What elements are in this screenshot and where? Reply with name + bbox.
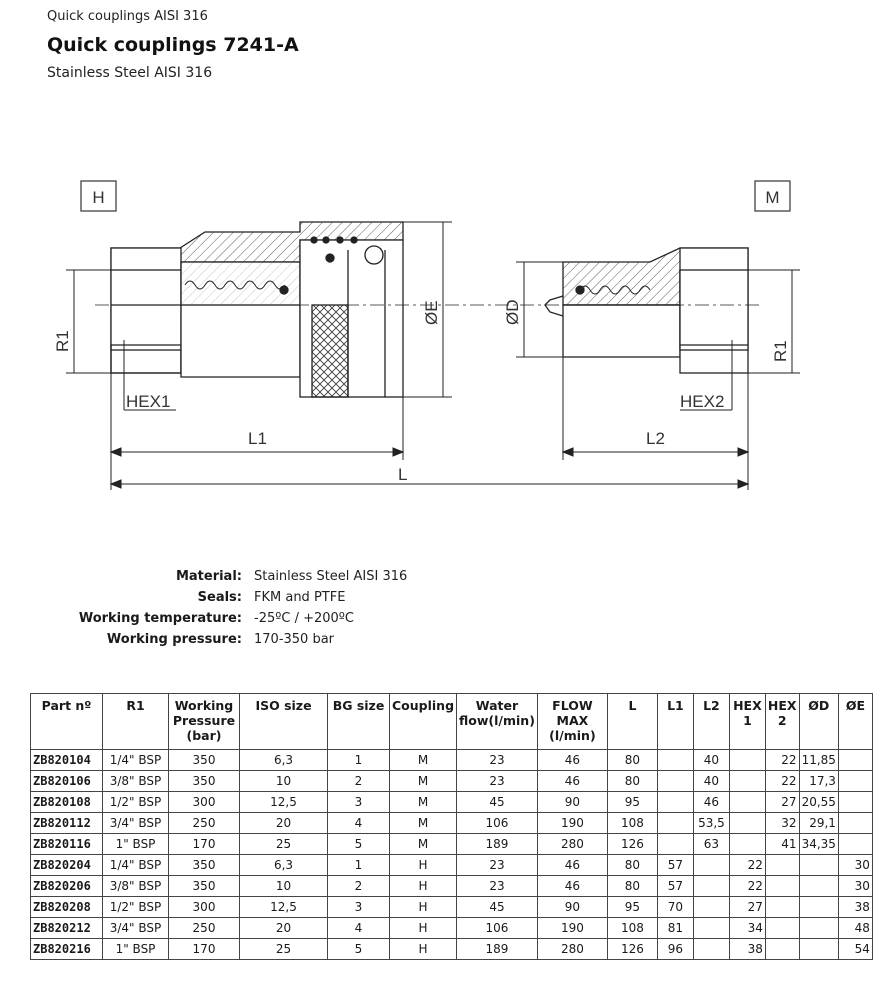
part-number-cell: ZB820206 [31,876,103,897]
table-cell: 5 [328,939,390,960]
table-cell [693,876,729,897]
table-cell [693,918,729,939]
spec-label: Material: [175,569,242,584]
table-cell: 22 [729,855,765,876]
table-row [31,792,873,813]
table-cell [693,897,729,918]
column-header: FLOW MAX (l/min) [537,694,607,750]
spec-value: Stainless Steel AISI 316 [254,569,408,584]
table-cell: 90 [537,897,607,918]
part-number-cell: ZB820216 [31,939,103,960]
table-cell: 22 [765,750,799,771]
table-cell: 53,5 [693,813,729,834]
spec-row-working-temperature [60,608,407,629]
table-cell: 126 [607,939,657,960]
table-cell: 280 [537,834,607,855]
table-cell: 22 [765,771,799,792]
table-cell: 1/4" BSP [103,855,169,876]
table-cell: 46 [537,750,607,771]
column-header: Working Pressure (bar) [169,694,240,750]
male-coupling-m [545,248,748,373]
column-header: ØE [838,694,872,750]
spec-label: Seals: [197,590,242,605]
part-number-cell: ZB820212 [31,918,103,939]
table-cell: 41 [765,834,799,855]
table-cell: 6,3 [240,750,328,771]
column-header: HEX 1 [729,694,765,750]
table-row [31,834,873,855]
table-cell [838,792,872,813]
spec-row-seals [60,587,407,608]
page-title: Quick couplings 7241-A [47,34,299,56]
table-cell: 40 [693,750,729,771]
table-cell: 108 [607,918,657,939]
table-cell [657,750,693,771]
table-cell: 17,3 [799,771,838,792]
spec-value: -25ºC / +200ºC [254,611,354,626]
table-cell [799,855,838,876]
table-cell: 350 [169,750,240,771]
table-cell: 4 [328,813,390,834]
table-cell [657,813,693,834]
table-cell: 190 [537,813,607,834]
table-row [31,918,873,939]
table-cell [729,792,765,813]
table-cell: 1" BSP [103,834,169,855]
spec-value: FKM and PTFE [254,590,346,605]
table-cell: 350 [169,855,240,876]
table-cell: 57 [657,876,693,897]
table-row [31,771,873,792]
table-cell [729,771,765,792]
table-cell: M [390,813,457,834]
table-row [31,939,873,960]
table-cell: M [390,792,457,813]
table-body [31,750,873,960]
table-cell [765,876,799,897]
table-cell: 70 [657,897,693,918]
hex1-label: HEX1 [126,392,171,411]
table-cell: M [390,771,457,792]
table-row [31,897,873,918]
table-cell: 12,5 [240,792,328,813]
table-cell: 300 [169,897,240,918]
table-cell: 27 [765,792,799,813]
table-cell: 126 [607,834,657,855]
table-cell: H [390,855,457,876]
table-cell: 38 [838,897,872,918]
table-cell: 32 [765,813,799,834]
table-cell: 80 [607,750,657,771]
column-header: L2 [693,694,729,750]
table-cell: 23 [457,750,538,771]
table-cell: 350 [169,771,240,792]
part-number-cell: ZB820204 [31,855,103,876]
table-cell: 20,55 [799,792,838,813]
table-cell [799,918,838,939]
table-cell [729,750,765,771]
table-cell: 350 [169,876,240,897]
coupling-technical-drawing [0,170,894,500]
specifications [60,566,407,650]
table-cell: 46 [537,855,607,876]
table-cell: 106 [457,813,538,834]
table-cell: 45 [457,792,538,813]
table-cell [657,792,693,813]
hex2-label: HEX2 [680,392,725,411]
table-cell: 54 [838,939,872,960]
table-cell [765,855,799,876]
table-cell [799,939,838,960]
breadcrumb: Quick couplings AISI 316 [47,9,208,24]
table-cell: 170 [169,834,240,855]
female-coupling-h [111,222,403,397]
table-cell: 1/4" BSP [103,750,169,771]
table-cell: 22 [729,876,765,897]
page-subtitle: Stainless Steel AISI 316 [47,65,213,81]
table-cell [838,771,872,792]
parts-table [30,693,873,960]
table-cell: 1 [328,855,390,876]
spec-label: Working temperature: [78,611,242,626]
table-cell: 23 [457,855,538,876]
table-cell: 189 [457,834,538,855]
column-header: L [607,694,657,750]
table-cell: 11,85 [799,750,838,771]
table-cell: H [390,939,457,960]
table-cell: 96 [657,939,693,960]
table-cell: 12,5 [240,897,328,918]
table-cell: 250 [169,813,240,834]
table-cell: 90 [537,792,607,813]
table-cell: 106 [457,918,538,939]
table-cell: 1 [328,750,390,771]
table-cell: 80 [607,855,657,876]
table-cell: 5 [328,834,390,855]
r1-left-label: R1 [53,330,72,352]
table-cell: 46 [693,792,729,813]
table-cell: 10 [240,771,328,792]
table-cell [799,897,838,918]
table-cell [765,939,799,960]
table-cell: H [390,918,457,939]
table-cell: 29,1 [799,813,838,834]
column-header: Part nº [31,694,103,750]
table-cell [693,855,729,876]
table-cell: 189 [457,939,538,960]
table-cell: 2 [328,876,390,897]
table-cell [765,897,799,918]
table-cell [838,834,872,855]
column-header: Coupling [390,694,457,750]
table-cell [729,813,765,834]
table-cell: 95 [607,792,657,813]
table-cell [765,918,799,939]
table-cell: 34,35 [799,834,838,855]
table-cell: 3 [328,792,390,813]
l-label: L [398,465,408,484]
od-label: ØD [503,299,522,325]
table-cell: 63 [693,834,729,855]
l2-label: L2 [646,429,665,448]
table-cell: M [390,834,457,855]
table-row [31,876,873,897]
table-cell: 1/2" BSP [103,792,169,813]
spec-row-working-pressure [60,629,407,650]
table-cell: 25 [240,939,328,960]
column-header: Water flow(l/min) [457,694,538,750]
part-number-cell: ZB820116 [31,834,103,855]
table-cell [729,834,765,855]
table-cell: 250 [169,918,240,939]
table-cell: H [390,876,457,897]
part-number-cell: ZB820104 [31,750,103,771]
table-cell: 1/2" BSP [103,897,169,918]
table-cell: 280 [537,939,607,960]
table-cell: 40 [693,771,729,792]
table-cell: 23 [457,771,538,792]
table-cell: 46 [537,876,607,897]
part-number-cell: ZB820112 [31,813,103,834]
spec-value: 170-350 bar [254,632,335,647]
table-cell [838,750,872,771]
table-cell: 300 [169,792,240,813]
table-cell: 80 [607,771,657,792]
table-cell: 48 [838,918,872,939]
table-cell: 170 [169,939,240,960]
l1-label: L1 [248,429,267,448]
table-cell: 108 [607,813,657,834]
table-cell [838,813,872,834]
table-cell: 27 [729,897,765,918]
part-number-cell: ZB820108 [31,792,103,813]
table-cell: 3/8" BSP [103,771,169,792]
table-cell: 3/4" BSP [103,813,169,834]
table-cell: 23 [457,876,538,897]
table-cell: H [390,897,457,918]
table-row [31,813,873,834]
oe-label: ØE [422,300,441,325]
table-cell [657,834,693,855]
column-header: R1 [103,694,169,750]
table-cell: 2 [328,771,390,792]
column-header: BG size [328,694,390,750]
table-cell: 25 [240,834,328,855]
column-header: ISO size [240,694,328,750]
table-row [31,750,873,771]
table-cell: 38 [729,939,765,960]
table-cell [657,771,693,792]
table-cell: 4 [328,918,390,939]
table-header-row [31,694,873,750]
table-cell: 3/4" BSP [103,918,169,939]
spec-label: Working pressure: [106,632,242,647]
table-cell: 95 [607,897,657,918]
table-cell: 6,3 [240,855,328,876]
m-label: M [765,188,780,207]
part-number-cell: ZB820208 [31,897,103,918]
table-cell: 3/8" BSP [103,876,169,897]
r1-right-label: R1 [771,340,790,362]
table-row [31,855,873,876]
table-cell: 81 [657,918,693,939]
table-cell: 34 [729,918,765,939]
table-cell: 20 [240,813,328,834]
table-cell: 190 [537,918,607,939]
table-cell: 57 [657,855,693,876]
table-cell: 10 [240,876,328,897]
spec-row-material [60,566,407,587]
table-cell: M [390,750,457,771]
h-label: H [92,188,105,207]
table-cell: 1" BSP [103,939,169,960]
table-cell: 46 [537,771,607,792]
column-header: HEX 2 [765,694,799,750]
table-cell: 30 [838,876,872,897]
column-header: ØD [799,694,838,750]
table-cell: 45 [457,897,538,918]
column-header: L1 [657,694,693,750]
table-cell [799,876,838,897]
table-cell: 3 [328,897,390,918]
table-cell: 80 [607,876,657,897]
table-cell: 20 [240,918,328,939]
table-cell: 30 [838,855,872,876]
part-number-cell: ZB820106 [31,771,103,792]
table-cell [693,939,729,960]
